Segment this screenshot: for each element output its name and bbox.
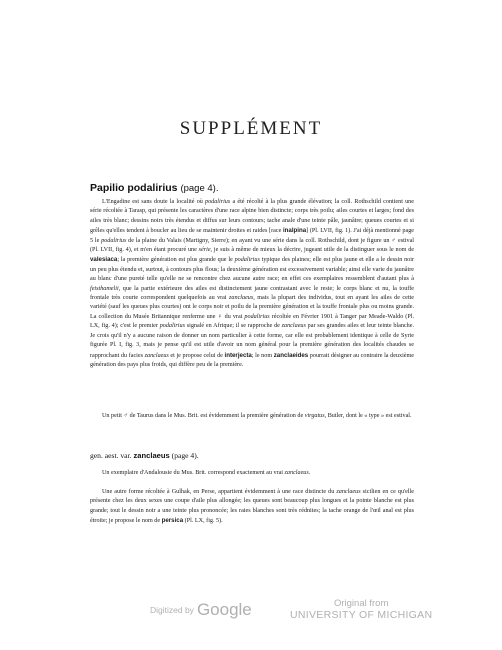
paragraph-taurus: Un petit ♂ de Taurus dans le Mus. Brit. est évidemment la première génération de virgatus, Butler, dont le « type » est estival. [102, 413, 412, 419]
race-name-valesiaca: valesiaca [90, 256, 118, 264]
source-watermark [290, 598, 432, 621]
paragraph-podalirius: L'Engadine est sans doute la localité où podalirius a été récolté à la plus grande élévation; la coll. Rothschild contient une série récoltée à Tarasp, qui présente les caractères d'une race alpine bien distincte; corps très poilu; ailes courtes et larges; fond des ailes très blanc; dessins noirs très étendus et diffus sur leurs contours; tache anale d'une teinte pâle, jaunâtre; queues courtes et si grêles qu'elles tendent à boucler au lieu de se maintenir droites et raides [race inalpina] (Pl. LVII, fig. 1). J'ai déjà mentionné page 5 le podalirius de la plaine du Valais (Martigny, Sierre); en ayant vu une série dans la coll. Rothschild, dont je figure un ♂ estival (Pl. LVII, fig. 4), et m'en étant procuré une série, je suis à même de mieux la décrire, jugeant utile de la distinguer sous le nom de valesiaca; la première génération est plus grande que le podalirius typique des plaines; elle est plus jaune et elle a le dessin noir un peu plus étendu et, surtout, à contours plus flous; la deuxième génération est excessivement variable; ainsi elle varie du jaunâtre au blanc d'une pureté telle qu'elle ne se rencontre chez aucune autre race; en effet ces exemplaires ressemblent d'autant plus à feisthamelii, que la partie extérieure des ailes est distinctement jaune contrastant avec le reste; le corps blanc et nu, la touffe frontale très courte correspondent quelquefois au vrai zanclaeus, mais la plupart des individus, tout en ayant les ailes de cette variété (sauf les queues plus courtes) ont le corps noir et poilu de la première génération et la touffe frontale plus ou moins grande. La collection du Musée Britannique renferme une ♀ du vrai podalirius récoltée en Février 1901 à Tanger par Meade-Waldo (Pl. LX, fig. 4); c'est le premier podalirius signalé en Afrique; il se rapproche de zanclaeus par ses grandes ailes et leur teinte blanche. Je crois qu'il n'y a aucune raison de donner un nom particulier à cette forme, car elle est probablement identique à celle de Syrie figurée Pl. I, fig. 3, mais je pense qu'il est utile d'avoir un nom général pour la première génération des localités chaudes se rapprochant du facies zanclaeus et je propose celui de interjecta; le nom zanclaeides pourrait désigner au contraire la deuxième génération des pays plus froids, qui diffère peu de la première. [90, 199, 415, 368]
species-page-ref: (page 4). [180, 183, 219, 194]
digitized-by-label: Digitized by [150, 605, 194, 615]
google-watermark [150, 600, 252, 620]
variety-heading: gen. aest. var. zanclaeus (page 4). [90, 451, 199, 460]
original-from-label: Original from [333, 598, 389, 609]
variety-name: zanclaeus [133, 451, 170, 460]
species-heading [90, 182, 218, 194]
race-name-zanclaeides: zanclaeides [273, 351, 309, 359]
institution-label: UNIVERSITY OF MICHIGAN [290, 609, 433, 621]
page-title: SUPPLÉMENT [179, 118, 323, 139]
race-name-inalpina: inalpina [282, 227, 307, 235]
race-name-interjecta: interjecta [224, 351, 252, 359]
species-name: Papilio podalirius [90, 182, 178, 194]
paragraph-perse: Une autre forme récoltée à Gulhak, en Perse, appartient évidemment à une race distincte du zanclaeus sicilien en ce qu'elle présente chez les deux sexes une coupe d'aile plus allongée; les queues sont beaucoup plus longues et la pointe blanche est plus grande; tout le dessin noir a une teinte plus prononcée; les raies blanches sont très rédnites; la tache orange de l'œil anal est plus étroite; je propose le nom de persica (Pl. LX, fig. 5). [90, 489, 414, 525]
race-name-persica: persica [161, 517, 184, 525]
google-logo: Google [196, 600, 252, 619]
paragraph-andalousie: Un exemplaire d'Andalousie du Mus. Brit. correspond exactement au vrai zanclaeus. [102, 470, 311, 476]
